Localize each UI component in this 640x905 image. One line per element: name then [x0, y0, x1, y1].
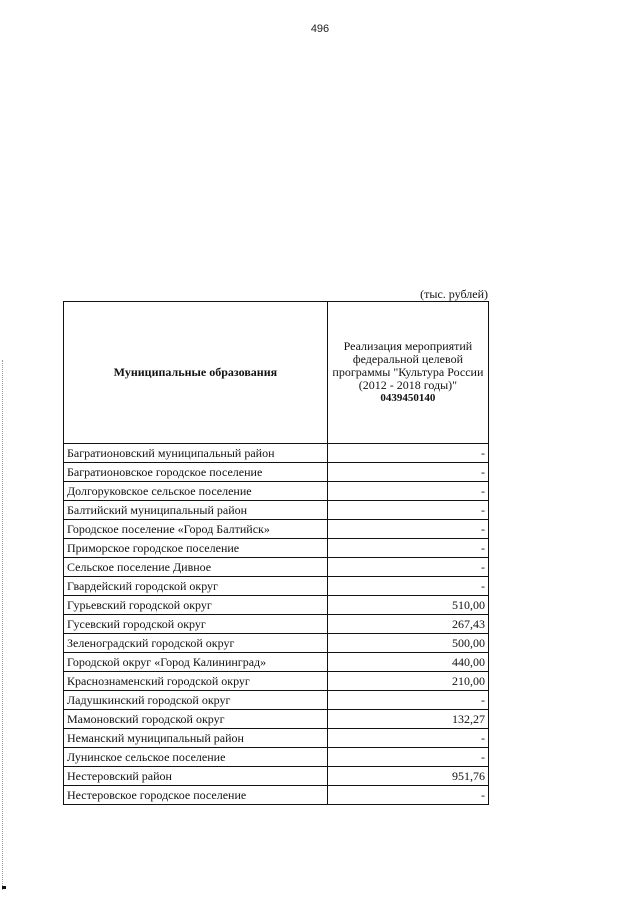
program-amount: - — [327, 444, 488, 463]
table-header-row — [64, 302, 489, 444]
municipality-name: Ладушкинский городской округ — [64, 691, 328, 710]
program-amount: - — [327, 539, 488, 558]
program-amount: - — [327, 577, 488, 596]
table-row — [64, 653, 489, 672]
municipality-name: Багратионовское городское поселение — [64, 463, 328, 482]
table-row — [64, 710, 489, 729]
table-row — [64, 615, 489, 634]
program-amount: 500,00 — [327, 634, 488, 653]
table-row — [64, 596, 489, 615]
program-amount: - — [327, 729, 488, 748]
municipality-name: Сельское поселение Дивное — [64, 558, 328, 577]
table-row — [64, 729, 489, 748]
table-row — [64, 691, 489, 710]
program-amount: 132,27 — [327, 710, 488, 729]
header-program — [327, 302, 488, 444]
table-row — [64, 786, 489, 805]
corner-scan-mark — [2, 886, 6, 889]
table-row — [64, 748, 489, 767]
table-row — [64, 520, 489, 539]
program-amount: - — [327, 558, 488, 577]
table-row — [64, 672, 489, 691]
municipality-name: Гурьевский городской округ — [64, 596, 328, 615]
program-amount: - — [327, 463, 488, 482]
units-label: (тыс. рублей) — [420, 287, 488, 301]
program-amount: - — [327, 691, 488, 710]
municipality-name: Краснознаменский городской округ — [64, 672, 328, 691]
municipality-name: Долгоруковское сельское поселение — [64, 482, 328, 501]
table-row — [64, 539, 489, 558]
program-amount: 210,00 — [327, 672, 488, 691]
budget-table — [63, 301, 489, 805]
program-amount: 510,00 — [327, 596, 488, 615]
page-number: 496 — [310, 23, 330, 35]
municipality-name: Нестеровский район — [64, 767, 328, 786]
municipality-name: Багратионовский муниципальный район — [64, 444, 328, 463]
table-row — [64, 463, 489, 482]
program-amount: - — [327, 786, 488, 805]
program-amount: - — [327, 748, 488, 767]
table-row — [64, 482, 489, 501]
header-program-title: Реализация мероприятий федеральной целевой программы "Культура России (2012 - 2018 годы)" — [332, 339, 484, 392]
program-amount: - — [327, 482, 488, 501]
header-program-code: 0439450140 — [380, 392, 436, 404]
municipality-name: Городской округ «Город Калининград» — [64, 653, 328, 672]
municipality-name: Зеленоградский городской округ — [64, 634, 328, 653]
municipality-name: Неманский муниципальный район — [64, 729, 328, 748]
municipality-name: Балтийский муниципальный район — [64, 501, 328, 520]
municipality-name: Нестеровское городское поселение — [64, 786, 328, 805]
table-row — [64, 444, 489, 463]
margin-scan-marks — [2, 360, 5, 890]
program-amount: 267,43 — [327, 615, 488, 634]
header-municipalities: Муниципальные образования — [64, 302, 328, 444]
municipality-name: Приморское городское поселение — [64, 539, 328, 558]
program-amount: - — [327, 520, 488, 539]
program-amount: 951,76 — [327, 767, 488, 786]
municipality-name: Городское поселение «Город Балтийск» — [64, 520, 328, 539]
municipality-name: Лунинское сельское поселение — [64, 748, 328, 767]
table-row — [64, 558, 489, 577]
municipality-name: Гусевский городской округ — [64, 615, 328, 634]
municipality-name: Гвардейский городской округ — [64, 577, 328, 596]
table-row — [64, 634, 489, 653]
table-row — [64, 501, 489, 520]
program-amount: 440,00 — [327, 653, 488, 672]
program-amount: - — [327, 501, 488, 520]
municipality-name: Мамоновский городской округ — [64, 710, 328, 729]
table-row — [64, 767, 489, 786]
table-row — [64, 577, 489, 596]
